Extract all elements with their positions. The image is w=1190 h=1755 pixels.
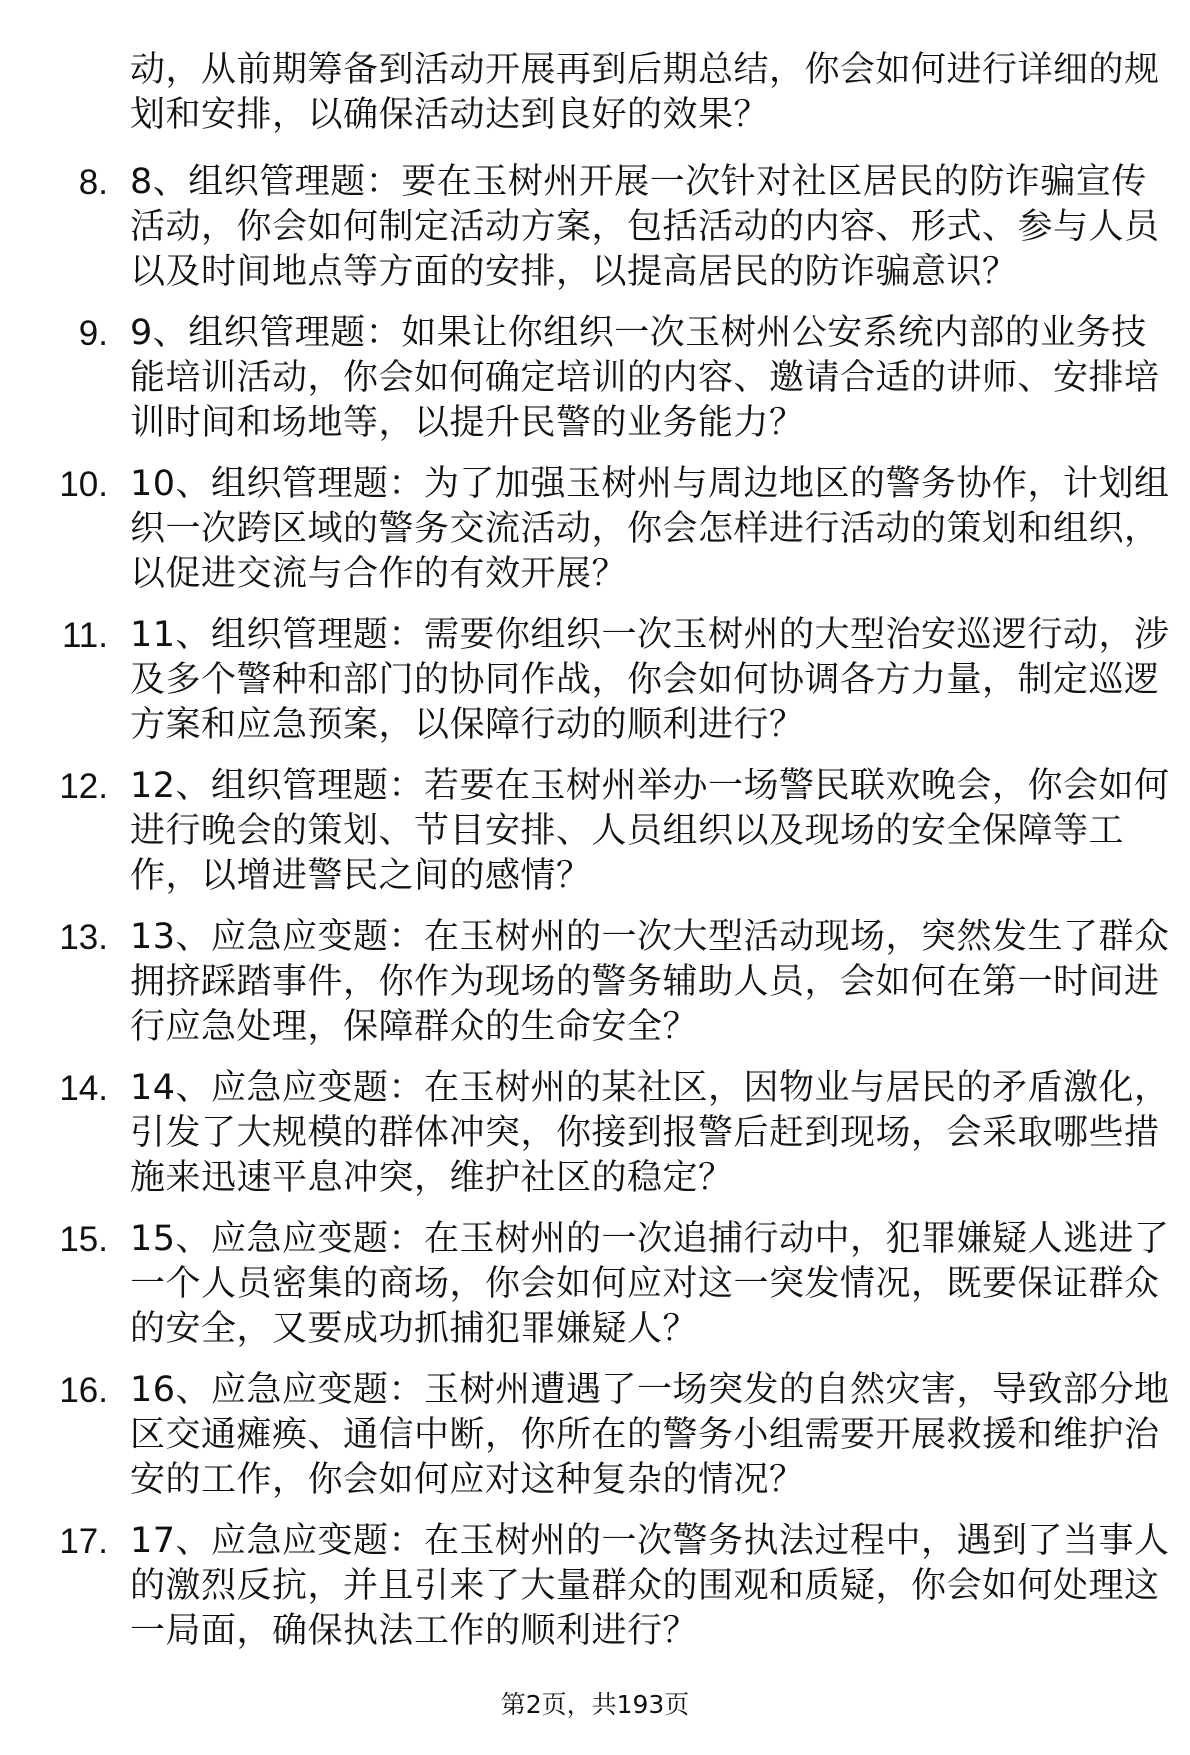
- question-item: [0, 462, 1190, 597]
- continued-question-text: 动，从前期筹备到活动开展再到后期总结，你会如何进行详细的规划和安排，以确保活动达到良好的效果？: [130, 50, 1160, 135]
- question-item: [0, 1066, 1190, 1201]
- question-text: 14、应急应变题：在玉树州的某社区，因物业与居民的矛盾激化，引发了大规模的群体冲突，你接到报警后赶到现场，会采取哪些措施来迅速平息冲突，维护社区的稳定？: [130, 1068, 1170, 1198]
- question-number: 17.: [59, 1522, 108, 1561]
- question-item: [0, 1217, 1190, 1352]
- question-text: 9、组织管理题：如果让你组织一次玉树州公安系统内部的业务技能培训活动，你会如何确定培训的内容、邀请合适的讲师、安排培训时间和场地等，以提升民警的业务能力？: [130, 313, 1160, 443]
- question-text: 16、应急应变题：玉树州遭遇了一场突发的自然灾害，导致部分地区交通瘫痪、通信中断，你所在的警务小组需要开展救援和维护治安的工作，你会如何应对这种复杂的情况？: [130, 1370, 1170, 1500]
- question-number: 16.: [59, 1371, 108, 1410]
- page-number-footer: 第2页，共193页: [500, 1690, 690, 1719]
- question-number: 13.: [59, 918, 108, 957]
- question-list: [0, 160, 1190, 1670]
- question-item: [0, 1519, 1190, 1654]
- question-number: 14.: [59, 1069, 108, 1108]
- question-text: 12、组织管理题：若要在玉树州举办一场警民联欢晚会，你会如何进行晚会的策划、节目安排、人员组织以及现场的安全保障等工作，以增进警民之间的感情？: [130, 766, 1170, 896]
- question-number: 10.: [59, 465, 108, 504]
- question-text: 17、应急应变题：在玉树州的一次警务执法过程中，遇到了当事人的激烈反抗，并且引来了大量群众的围观和质疑，你会如何处理这一局面，确保执法工作的顺利进行？: [130, 1521, 1170, 1651]
- question-number: 11.: [61, 616, 108, 655]
- question-text: 15、应急应变题：在玉树州的一次追捕行动中，犯罪嫌疑人逃进了一个人员密集的商场，你会如何应对这一突发情况，既要保证群众的安全，又要成功抓捕犯罪嫌疑人？: [130, 1219, 1170, 1349]
- question-item: [0, 764, 1190, 899]
- question-item: [0, 915, 1190, 1050]
- question-item: [0, 160, 1190, 295]
- question-item: [0, 613, 1190, 748]
- question-text: 11、组织管理题：需要你组织一次玉树州的大型治安巡逻行动，涉及多个警种和部门的协同作战，你会如何协调各方力量，制定巡逻方案和应急预案，以保障行动的顺利进行？: [130, 615, 1170, 745]
- question-item: [0, 1368, 1190, 1503]
- question-item: [0, 311, 1190, 446]
- question-number: 12.: [59, 767, 108, 806]
- question-number: 9.: [78, 314, 108, 353]
- question-text: 10、组织管理题：为了加强玉树州与周边地区的警务协作，计划组织一次跨区域的警务交流活动，你会怎样进行活动的策划和组织，以促进交流与合作的有效开展？: [130, 464, 1170, 594]
- question-text: 13、应急应变题：在玉树州的一次大型活动现场，突然发生了群众拥挤踩踏事件，你作为现场的警务辅助人员，会如何在第一时间进行应急处理，保障群众的生命安全？: [130, 917, 1170, 1047]
- question-number: 15.: [59, 1220, 108, 1259]
- question-number: 8.: [78, 163, 108, 202]
- question-text: 8、组织管理题：要在玉树州开展一次针对社区居民的防诈骗宣传活动，你会如何制定活动方案，包括活动的内容、形式、参与人员以及时间地点等方面的安排，以提高居民的防诈骗意识？: [130, 162, 1160, 292]
